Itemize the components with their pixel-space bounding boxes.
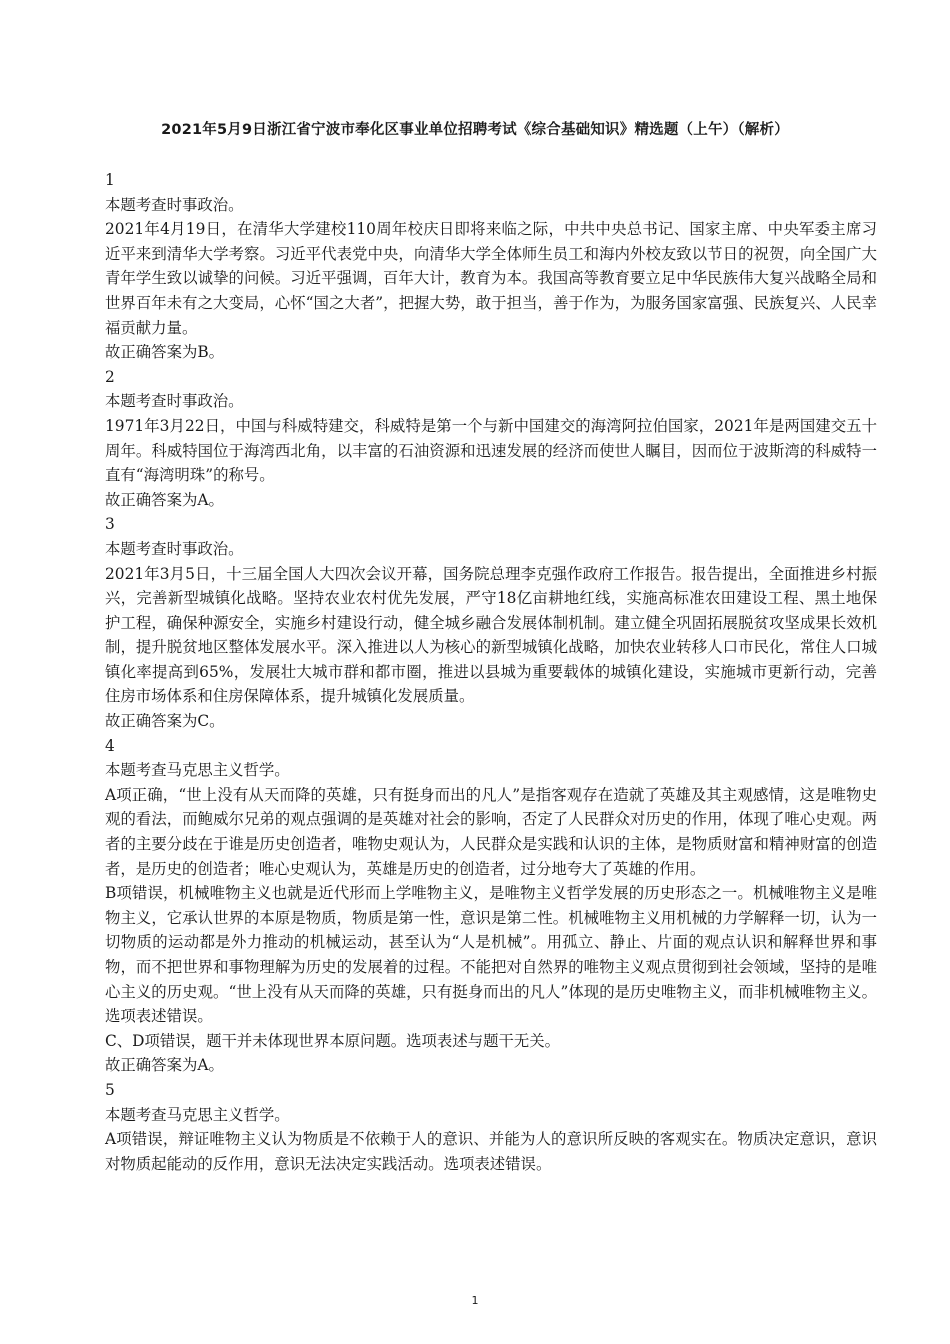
option-explanation: B项错误，机械唯物主义也就是近代形而上学唯物主义，是唯物主义哲学发展的历史形态之一。机械唯物主义是唯物主义，它承认世界的本原是物质，物质是第一性，意识是第二性。机械唯物主义用机械的力学解释一切，认为一切物质的运动都是外力推动的机械运动，甚至认为“人是机械”。用孤立、静止、片面的观点认识和解释世界和事物，而不把世界和事物理解为历史的发展着的过程。不能把对自然界的唯物主义观点贯彻到社会领域，坚持的是唯心主义的历史观。“世上没有从天而降的英雄，只有挺身而出的凡人”体现的是历史唯物主义，而非机械唯物主义。选项表述错误。 [105, 884, 877, 1026]
option-explanation: A项正确，“世上没有从天而降的英雄，只有挺身而出的凡人”是指客观存在造就了英雄及其主观感情，这是唯物史观的看法，而鲍威尔兄弟的观点强调的是英雄对社会的影响，否定了人民群众对历史的作用，体现了唯心史观。两者的主要分歧在于谁是历史创造者，唯物史观认为，人民群众是实践和认识的主体，是物质财富和精神财富的创造者，是历史的创造者；唯心史观认为，英雄是历史的创造者，过分地夸大了英雄的作用。 [105, 785, 877, 878]
answer-line: 故正确答案为C。 [105, 712, 225, 731]
question-number: 1 [105, 171, 115, 189]
question-topic: 本题考查马克思主义哲学。 [105, 1105, 290, 1124]
explanation-paragraph: 1971年3月22日，中国与科威特建交，科威特是第一个与新中国建交的海湾阿拉伯国家，2021年是两国建交五十周年。科威特国位于海湾西北角，以丰富的石油资源和迅速发展的经济而使世人瞩目，因而位于波斯湾的科威特一直有“海湾明珠”的称号。 [105, 416, 877, 485]
question-number: 3 [105, 515, 115, 534]
question-topic: 本题考查时事政治。 [105, 392, 244, 411]
answer-line: 故正确答案为B。 [105, 343, 225, 362]
answer-line: 故正确答案为A。 [105, 490, 224, 509]
question-number: 4 [105, 736, 115, 755]
explanation-paragraph: 2021年3月5日，十三届全国人大四次会议开幕，国务院总理李克强作政府工作报告。报告提出，全面推进乡村振兴，完善新型城镇化战略。坚持农业农村优先发展，严守18亿亩耕地红线，实施高标准农田建设工程、黑土地保护工程，确保种源安全，实施乡村建设行动，健全城乡融合发展体制机制。建立健全巩固拓展脱贫攻坚成果长效机制，提升脱贫地区整体发展水平。深入推进以人为核心的新型城镇化战略，加快农业转移人口市民化，常住人口城镇化率提高到65%，发展壮大城市群和都市圈，推进以县城为重要载体的城镇化建设，实施城市更新行动，完善住房市场体系和住房保障体系，提升城镇化发展质量。 [105, 564, 877, 706]
question-topic: 本题考查马克思主义哲学。 [105, 761, 290, 780]
answer-line: 故正确答案为A。 [105, 1056, 224, 1075]
option-explanation: C、D项错误，题干并未体现世界本原问题。选项表述与题干无关。 [105, 1031, 561, 1050]
question-number: 2 [105, 367, 115, 386]
question-topic: 本题考查时事政治。 [105, 195, 244, 214]
question-topic: 本题考查时事政治。 [105, 539, 244, 558]
document-body [105, 168, 877, 1176]
explanation-paragraph: 2021年4月19日，在清华大学建校110周年校庆日即将来临之际，中共中央总书记、国家主席、中央军委主席习近平来到清华大学考察。习近平代表党中央，向清华大学全体师生员工和海内外校友致以节日的祝贺，向全国广大青年学生致以诚挚的问候。习近平强调，百年大计，教育为本。我国高等教育要立足中华民族伟大复兴战略全局和世界百年未有之大变局，心怀“国之大者”，把握大势，敢于担当，善于作为，为服务国家富强、民族复兴、人民幸福贡献力量。 [105, 220, 877, 337]
option-explanation: A项错误，辩证唯物主义认为物质是不依赖于人的意识、并能为人的意识所反映的客观实在。物质决定意识，意识对物质起能动的反作用，意识无法决定实践活动。选项表述错误。 [105, 1130, 877, 1173]
document-title: 2021年5月9日浙江省宁波市奉化区事业单位招聘考试《综合基础知识》精选题（上午）（解析） [161, 122, 789, 138]
page-number: 1 [471, 1294, 479, 1307]
question-number: 5 [105, 1080, 115, 1099]
